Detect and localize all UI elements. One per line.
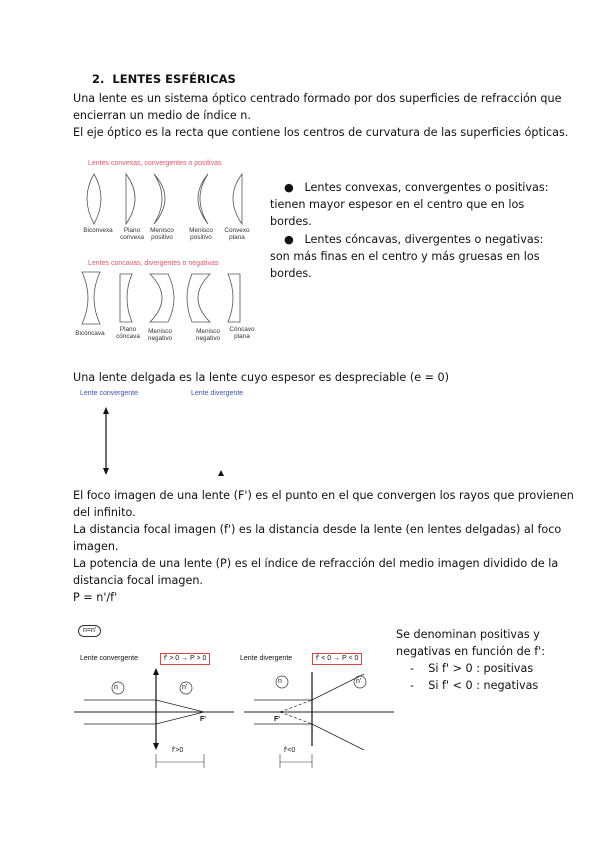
thin-lens-symbols <box>100 404 240 484</box>
intro-line-3: El eje óptico es la recta que contiene los centros de curvatura de las superficies ópticas. <box>73 126 569 139</box>
div-n-prime-label: n' <box>356 678 362 685</box>
def-power-line-1: La potencia de una lente (P) es el índice de refracción del medio imagen dividido de la <box>73 557 559 570</box>
bullet-concave-line-2: son más finas en el centro y más gruesas en los <box>270 250 540 263</box>
sign-note-line-2: negativas en función de f': <box>396 645 546 658</box>
n-equals-badge: n=n' <box>78 625 101 637</box>
concave-plano-lens <box>228 274 240 322</box>
conv-focus-label: F' <box>200 716 206 723</box>
thin-lens-divergent-label: Lente divergente <box>191 390 244 397</box>
negative-meniscus-lens-2 <box>187 274 210 322</box>
convex-plano-lens <box>233 174 242 224</box>
sign-note-line-1: Se denominan positivas y <box>396 628 540 641</box>
label-meniscus-pos-2: Menisco positivo <box>189 227 213 241</box>
divergent-arrow-symbol <box>218 470 224 476</box>
def-focal-line-1: La distancia focal imagen (f') es la distancia desde la lente (en lentes delgadas) al foco <box>73 523 562 536</box>
bullet-convex: ● Lentes convexas, convergentes o positivas: tienen mayor espesor en el centro que en los bordes. <box>270 181 549 228</box>
intro-line-2: encierran un medio de índice n. <box>73 109 251 122</box>
section-number: 2. <box>92 72 105 86</box>
label-convex-plano: Convexo plana <box>224 227 250 241</box>
intro-line-1: Una lente es un sistema óptico centrado formado por dos superficies de refracción que <box>73 92 562 105</box>
label-biconvex: Biconvexa <box>83 227 113 234</box>
label-biconcave: Bicóncava <box>75 330 105 337</box>
sign-note-item-1-text: Si f' > 0 : positivas <box>428 662 534 675</box>
plano-concave-lens <box>120 274 132 322</box>
fig2-convergent-label: Lente convergente <box>80 655 138 662</box>
biconvex-lens <box>87 174 101 224</box>
power-formula: P = n'/f' <box>73 591 118 604</box>
sign-note-item-2: - Si f' < 0 : negativas <box>410 679 539 692</box>
convergent-arrow-top <box>103 407 109 414</box>
label-meniscus-pos-1: Menisco positivo <box>150 227 174 241</box>
positive-meniscus-lens-1 <box>154 174 165 224</box>
bullet-convex-line-3: bordes. <box>270 215 312 228</box>
section-title: LENTES ESFÉRICAS <box>112 72 236 86</box>
label-meniscus-neg-2: Menisco negativo <box>195 328 221 342</box>
sign-note-item-2-text: Si f' < 0 : negativas <box>428 679 539 692</box>
label-concave-plano: Cóncavo plana <box>229 326 255 340</box>
sign-note-item-1: - Si f' > 0 : positivas <box>410 662 534 675</box>
bullet-convex-line-2: tienen mayor espesor en el centro que en los <box>270 198 525 211</box>
concave-lenses-title: Lentes concavas, divergentes o negativas <box>88 260 219 267</box>
div-refracted-bottom <box>312 724 364 750</box>
negative-meniscus-lens-1 <box>150 274 174 322</box>
fig2-convergent-condition: f' > 0 → P > 0 <box>160 653 210 665</box>
bullet-concave-line-3: bordes. <box>270 267 312 280</box>
thin-lens-convergent-label: Lente convergente <box>80 390 138 397</box>
def-power-line-2: distancia focal imagen. <box>73 574 203 587</box>
biconcave-lens <box>82 272 100 324</box>
div-n-label: n <box>278 678 282 685</box>
conv-n-label: n <box>114 684 118 691</box>
label-plano-concave: Plano cóncava <box>116 326 140 340</box>
plano-convex-lens <box>126 174 135 224</box>
convergent-arrow-bottom <box>103 468 109 475</box>
thin-lens-text: Una lente delgada es la lente cuyo espesor es despreciable (e = 0) <box>73 371 450 384</box>
conv-refracted-bottom <box>156 712 204 724</box>
conv-refracted-top <box>156 700 204 712</box>
label-plano-convex: Plano convexa <box>120 227 144 241</box>
positive-meniscus-lens-2 <box>198 174 208 224</box>
section-heading <box>92 71 236 88</box>
convex-lenses-title: Lentes convexas, convergentes o positivas <box>88 160 222 167</box>
fig2-divergent-condition: f' < 0 → P < 0 <box>312 653 362 665</box>
def-focus-line-2: del infinito. <box>73 506 136 519</box>
focal-diagrams <box>74 666 394 796</box>
def-focus-line-1: El foco imagen de una lente (F') es el punto en el que convergen los rayos que provienen <box>73 489 574 502</box>
def-focal-line-2: imagen. <box>73 540 119 553</box>
div-focus-label: F' <box>274 716 280 723</box>
bullet-convex-line-1: Lentes convexas, convergentes o positivas: <box>304 181 549 194</box>
fig2-divergent-label: Lente divergente <box>240 655 293 662</box>
bullet-concave-line-1: Lentes cóncavas, divergentes o negativas: <box>304 233 544 246</box>
label-meniscus-neg-1: Menisco negativo <box>147 328 173 342</box>
bullet-concave: ● Lentes cóncavas, divergentes o negativas: son más finas en el centro y más gruesas en los bordes. <box>270 233 544 280</box>
conv-f-positive: f'>0 <box>172 747 184 754</box>
div-f-negative: f'<0 <box>284 747 296 754</box>
conv-n-prime-label: n' <box>182 684 188 691</box>
